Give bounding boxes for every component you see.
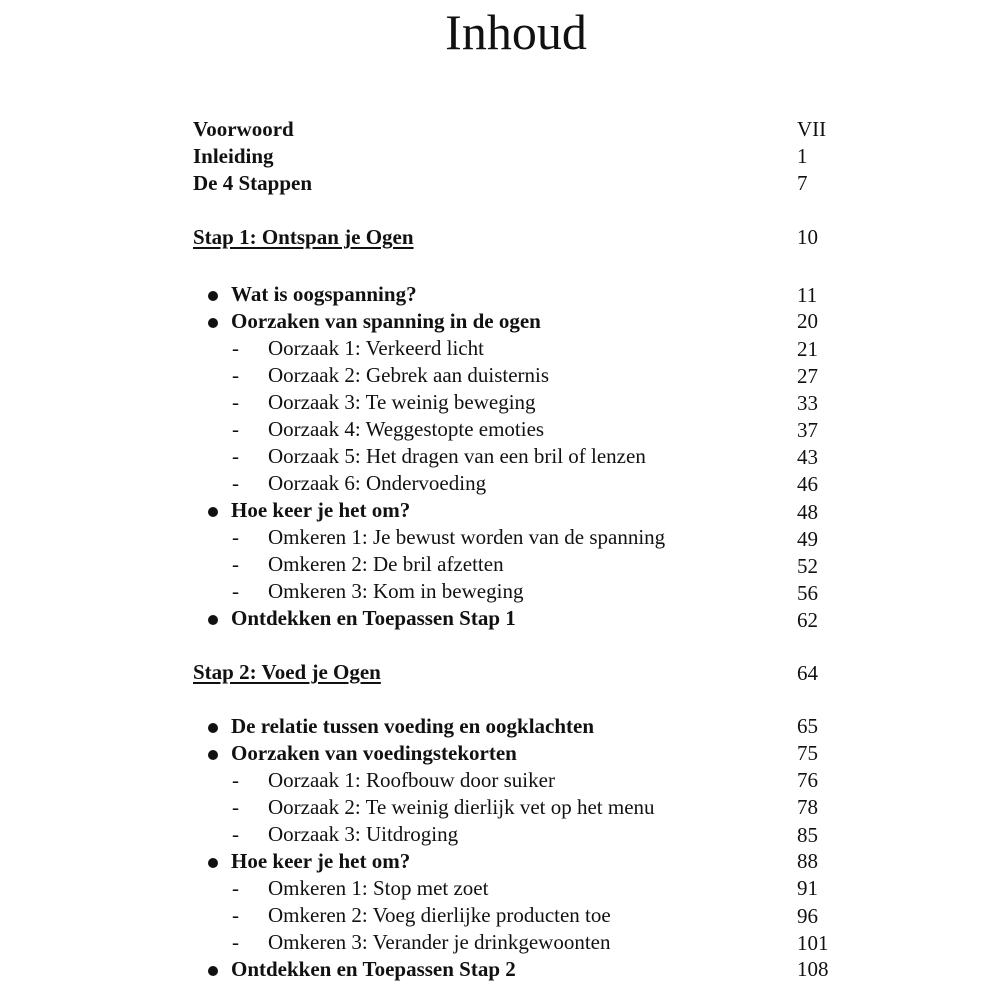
toc-entry-label: Omkeren 3: Kom in beweging [268,579,524,603]
toc-entry [0,767,1000,793]
toc-entry-label: Stap 1: Ontspan je Ogen [193,225,414,249]
toc-entry [0,659,1000,685]
toc-entry-page-number: 49 [797,527,818,551]
toc-entry-label: Stap 2: Voed je Ogen [193,660,381,684]
toc-entry-label: Ontdekken en Toepassen Stap 2 [231,957,516,981]
toc-entry-page-number: 37 [797,418,818,442]
toc-entry [0,902,1000,928]
toc-entry-page-number: 10 [797,225,818,249]
toc-entry-page-number: 108 [797,957,829,981]
toc-entry-page-number: 11 [797,283,818,307]
toc-entry [0,794,1000,820]
toc-entry-label: Oorzaak 3: Uitdroging [268,822,459,846]
toc-entry-page-number: 101 [797,931,829,955]
toc-entry-label: Oorzaak 2: Te weinig dierlijk vet op het menu [268,795,655,819]
toc-entry-page-number: 27 [797,364,818,388]
toc-entry-label: Oorzaken van voedingstekorten [231,741,517,765]
toc-entry-page-number: 46 [797,472,818,496]
toc-entry-label: Omkeren 3: Verander je drinkgewoonten [268,930,611,954]
toc-entry-label: De relatie tussen voeding en oogklachten [231,714,595,738]
toc-entry [0,443,1000,469]
toc-entry [0,362,1000,388]
toc-entry-label: Wat is oogspanning? [231,282,417,306]
toc-entry [0,281,1000,307]
dash-marker: - [232,417,239,441]
toc-entry [0,335,1000,361]
dash-marker: - [232,471,239,495]
dash-marker: - [232,768,239,792]
toc-entry [0,821,1000,847]
toc-entry [0,389,1000,415]
bullet-icon [208,858,218,868]
toc-entry [0,875,1000,901]
toc-entry-label: Oorzaak 3: Te weinig beweging [268,390,536,414]
toc-entry-label: Oorzaak 4: Weggestopte emoties [268,417,545,441]
toc-entry-page-number: 88 [797,849,818,873]
toc-entry [0,308,1000,334]
toc-entry-page-number: 52 [797,554,818,578]
toc-entry-label: Omkeren 2: De bril afzetten [268,552,504,576]
dash-marker: - [232,795,239,819]
dash-marker: - [232,903,239,927]
dash-marker: - [232,876,239,900]
toc-entry-page-number: 75 [797,741,818,765]
toc-entry-page-number: 48 [797,500,818,524]
dash-marker: - [232,444,239,468]
toc-entry-page-number: 43 [797,445,818,469]
bullet-icon [208,507,218,517]
toc-entry [0,224,1000,250]
bullet-icon [208,291,218,301]
toc-entry-label: Hoe keer je het om? [231,849,411,873]
toc-entry-page-number: VII [797,117,827,141]
toc-entry [0,143,1000,169]
bullet-icon [208,966,218,976]
toc-entry-label: Oorzaak 1: Verkeerd licht [268,336,484,360]
toc-entry-label: Ontdekken en Toepassen Stap 1 [231,606,516,630]
toc-entry-page-number: 65 [797,714,818,738]
dash-marker: - [232,930,239,954]
dash-marker: - [232,822,239,846]
toc-entry-page-number: 56 [797,581,818,605]
toc-entry-label: Oorzaak 6: Ondervoeding [268,471,487,495]
dash-marker: - [232,552,239,576]
toc-entry [0,524,1000,550]
toc-entry [0,416,1000,442]
bullet-icon [208,750,218,760]
toc-entry-page-number: 85 [797,823,818,847]
dash-marker: - [232,363,239,387]
toc-entry-page-number: 21 [797,337,818,361]
toc-entry [0,848,1000,874]
toc-entry-label: Omkeren 1: Stop met zoet [268,876,489,900]
toc-entry-page-number: 33 [797,391,818,415]
toc-entry [0,713,1000,739]
toc-entry-page-number: 78 [797,795,818,819]
page-title: Inhoud [445,4,587,60]
toc-entry [0,551,1000,577]
toc-entry [0,578,1000,604]
toc-entry [0,170,1000,196]
toc-entry-page-number: 76 [797,768,818,792]
toc-entry [0,470,1000,496]
toc-entry-page-number: 20 [797,309,818,333]
toc-entry-label: Oorzaak 5: Het dragen van een bril of lenzen [268,444,646,468]
toc-entry-label: Hoe keer je het om? [231,498,411,522]
bullet-icon [208,723,218,733]
toc-entry [0,605,1000,631]
toc-entry [0,116,1000,142]
dash-marker: - [232,336,239,360]
toc-entry [0,956,1000,982]
bullet-icon [208,318,218,328]
toc-entry-page-number: 62 [797,608,818,632]
toc-entry [0,740,1000,766]
toc-entry-label: Oorzaak 2: Gebrek aan duisternis [268,363,550,387]
toc-entry-label: De 4 Stappen [193,171,313,195]
toc-entry-label: Oorzaken van spanning in de ogen [231,309,541,333]
dash-marker: - [232,390,239,414]
dash-marker: - [232,525,239,549]
toc-entry [0,929,1000,955]
toc-entry [0,497,1000,523]
toc-entry-page-number: 1 [797,144,808,168]
bullet-icon [208,615,218,625]
toc-entry-label: Voorwoord [193,117,294,141]
toc-entry-page-number: 96 [797,904,818,928]
dash-marker: - [232,579,239,603]
toc-entry-label: Omkeren 1: Je bewust worden van de spanning [268,525,666,549]
toc-entry-label: Inleiding [193,144,274,168]
toc-entry-label: Omkeren 2: Voeg dierlijke producten toe [268,903,611,927]
toc-entry-page-number: 64 [797,661,818,685]
toc-entry-page-number: 7 [797,171,808,195]
toc-entry-label: Oorzaak 1: Roofbouw door suiker [268,768,555,792]
toc-entry-page-number: 91 [797,876,818,900]
